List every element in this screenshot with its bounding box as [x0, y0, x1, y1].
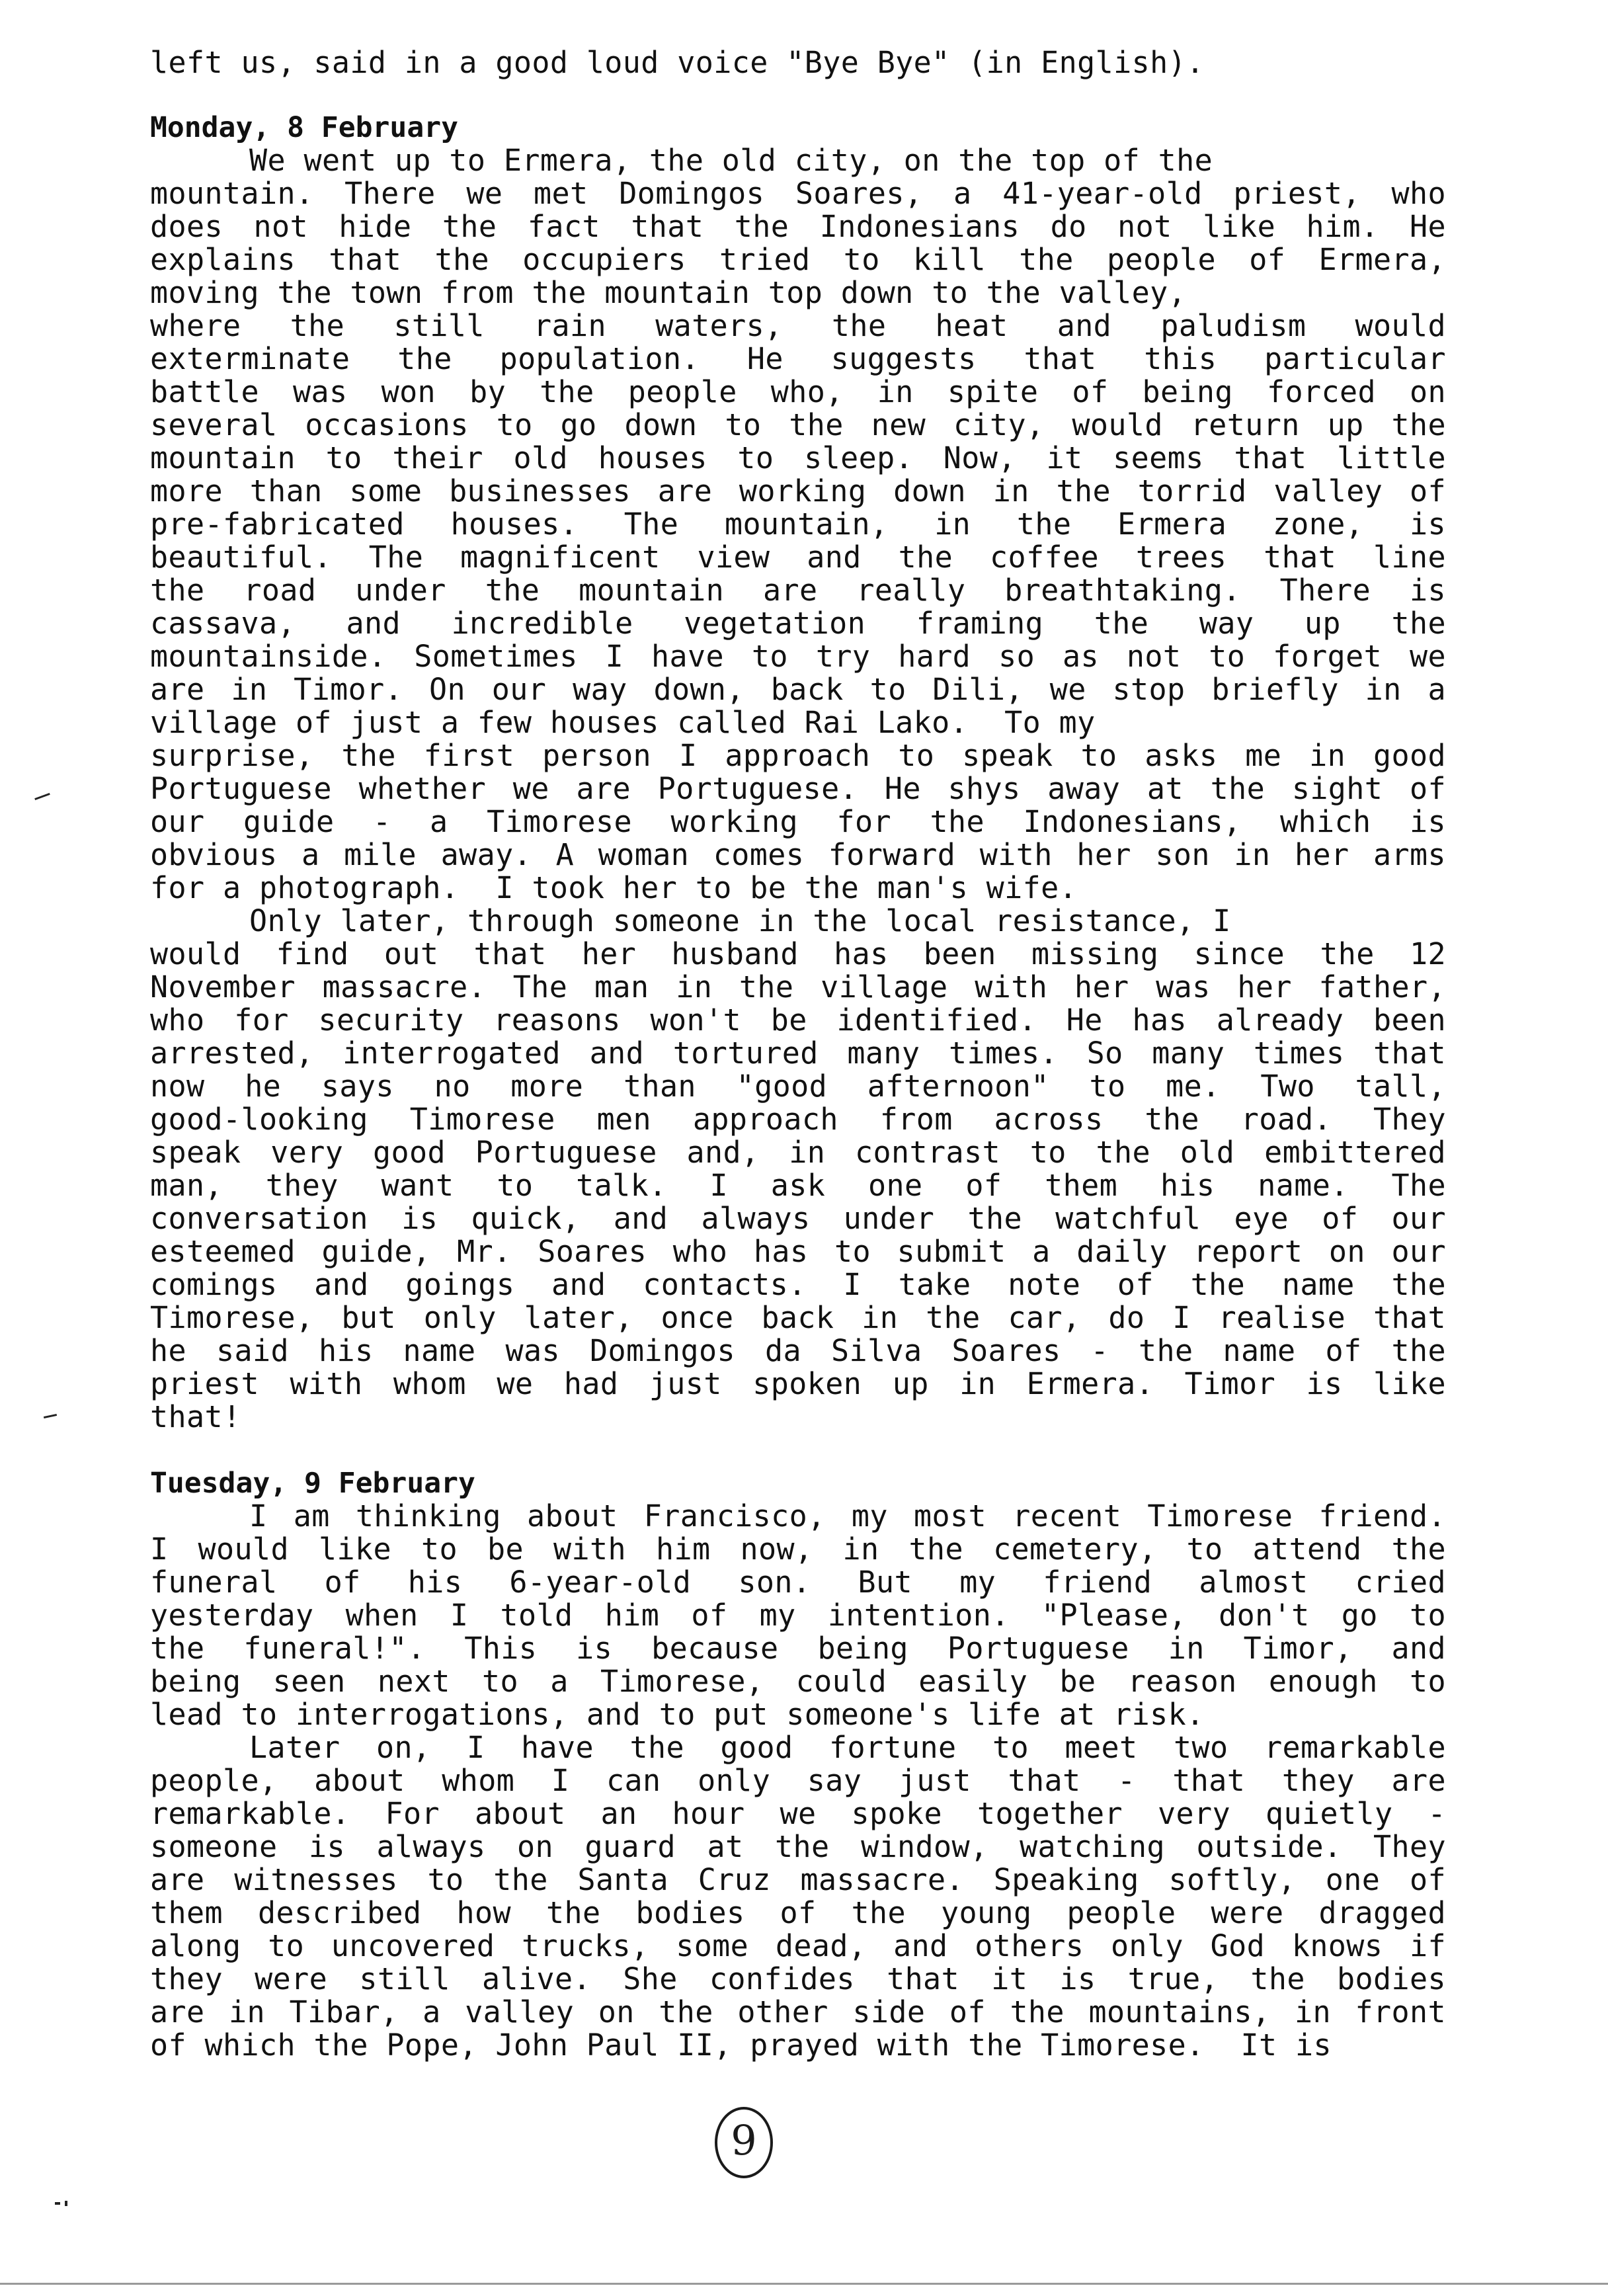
text-line: he said his name was Domingos da Silva Soares - the name of the [150, 1333, 1446, 1368]
text-line: I am thinking about Francisco, my most recent Timorese friend. [249, 1498, 1446, 1534]
text-line: mountain. There we met Domingos Soares, a 41-year-old priest, who [150, 176, 1446, 211]
text-line: are in Timor. On our way down, back to Dili, we stop briefly in a [150, 672, 1446, 707]
text-line: the road under the mountain are really breathtaking. There is [150, 573, 1446, 608]
text-line: along to uncovered trucks, some dead, and others only God knows if [150, 1928, 1446, 1963]
text-line: cassava, and incredible vegetation framing the way up the [150, 606, 1446, 641]
text-line: are in Tibar, a valley on the other side of the mountains, in front [150, 1994, 1446, 2030]
text-line: Portuguese whether we are Portuguese. He shys away at the sight of [150, 771, 1446, 806]
text-line: who for security reasons won't be identified. He has already been [150, 1003, 1446, 1038]
text-line: for a photograph. I took her to be the man's wife. [150, 870, 1078, 905]
section-heading: Monday, 8 February [150, 111, 458, 144]
text-line: exterminate the population. He suggests that this particular [150, 341, 1446, 376]
text-line: arrested, interrogated and tortured many times. So many times that [150, 1036, 1446, 1071]
text-line: priest with whom we had just spoken up in Ermera. Timor is like [150, 1366, 1446, 1401]
text-line: that! [150, 1399, 241, 1434]
text-line: conversation is quick, and always under the watchful eye of our [150, 1201, 1446, 1236]
text-line: being seen next to a Timorese, could easily be reason enough to [150, 1664, 1446, 1699]
text-line: several occasions to go down to the new city, would return up the [150, 407, 1446, 442]
text-line: Only later, through someone in the local resistance, I [249, 903, 1231, 938]
text-line: them described how the bodies of the young people were dragged [150, 1895, 1446, 1930]
text-line: I would like to be with him now, in the cemetery, to attend the [150, 1532, 1446, 1567]
text-line: good-looking Timorese men approach from across the road. They [150, 1102, 1446, 1137]
page-number-digit: 9 [731, 2116, 757, 2164]
text-line: yesterday when I told him of my intention. "Please, don't go to [150, 1598, 1446, 1633]
text-line: battle was won by the people who, in spite of being forced on [150, 374, 1446, 409]
text-line: Later on, I have the good fortune to meet two remarkable [249, 1730, 1446, 1765]
text-line: moving the town from the mountain top down to the valley, [150, 275, 1187, 310]
document-body [150, 111, 1446, 2062]
section-heading: Tuesday, 9 February [150, 1467, 475, 1500]
text-line: pre-fabricated houses. The mountain, in the Ermera zone, is [150, 507, 1446, 542]
text-line: November massacre. The man in the village with her was her father, [150, 969, 1446, 1004]
text-line: mountain to their old houses to sleep. Now, it seems that little [150, 440, 1446, 475]
text-line: obvious a mile away. A woman comes forward with her son in her arms [150, 837, 1446, 872]
text-line: would find out that her husband has been missing since the 12 [150, 936, 1446, 971]
text-line: man, they want to talk. I ask one of them his name. The [150, 1168, 1446, 1203]
text-line: village of just a few houses called Rai Lako. To my [150, 705, 1096, 740]
text-line: remarkable. For about an hour we spoke together very quietly - [150, 1796, 1446, 1831]
text-line: mountainside. Sometimes I have to try hard so as not to forget we [150, 639, 1446, 674]
text-line: lead to interrogations, and to put someone's life at risk. [150, 1697, 1205, 1732]
text-line: now he says no more than "good afternoon" to me. Two tall, [150, 1069, 1446, 1104]
text-line: We went up to Ermera, the old city, on the top of the [249, 143, 1213, 178]
text-line: surprise, the first person I approach to speak to asks me in good [150, 738, 1446, 773]
handwritten-page-number [707, 2103, 780, 2182]
text-line: are witnesses to the Santa Cruz massacre. Speaking softly, one of [150, 1862, 1446, 1897]
text-line: Timorese, but only later, once back in the car, do I realise that [150, 1300, 1446, 1335]
text-line: does not hide the fact that the Indonesians do not like him. He [150, 209, 1446, 244]
opening-line: left us, said in a good loud voice "Bye Bye" (in English). [150, 45, 1205, 80]
text-line: the funeral!". This is because being Portuguese in Timor, and [150, 1631, 1446, 1666]
text-line: comings and goings and contacts. I take note of the name the [150, 1267, 1446, 1302]
scan-speck [65, 2201, 67, 2206]
text-line: our guide - a Timorese working for the Indonesians, which is [150, 804, 1446, 839]
text-line: funeral of his 6-year-old son. But my friend almost cried [150, 1565, 1446, 1600]
text-line: someone is always on guard at the window, watching outside. They [150, 1829, 1446, 1864]
margin-mark [34, 793, 50, 800]
text-line: where the still rain waters, the heat and paludism would [150, 308, 1446, 343]
scan-speck [55, 2202, 60, 2205]
text-line: they were still alive. She confides that it is true, the bodies [150, 1961, 1446, 1996]
text-line: beautiful. The magnificent view and the coffee trees that line [150, 540, 1446, 575]
text-line: people, about whom I can only say just that - that they are [150, 1763, 1446, 1798]
text-line: speak very good Portuguese and, in contrast to the old embittered [150, 1135, 1446, 1170]
text-line: esteemed guide, Mr. Soares who has to submit a daily report on our [150, 1234, 1446, 1269]
text-line: more than some businesses are working down in the torrid valley of [150, 473, 1446, 509]
margin-mark [44, 1414, 57, 1418]
document-page [150, 46, 1446, 2062]
text-line: of which the Pope, John Paul II, prayed with the Timorese. It is [150, 2028, 1332, 2063]
text-line: explains that the occupiers tried to kill the people of Ermera, [150, 242, 1446, 277]
scan-edge-line [0, 2283, 1608, 2285]
